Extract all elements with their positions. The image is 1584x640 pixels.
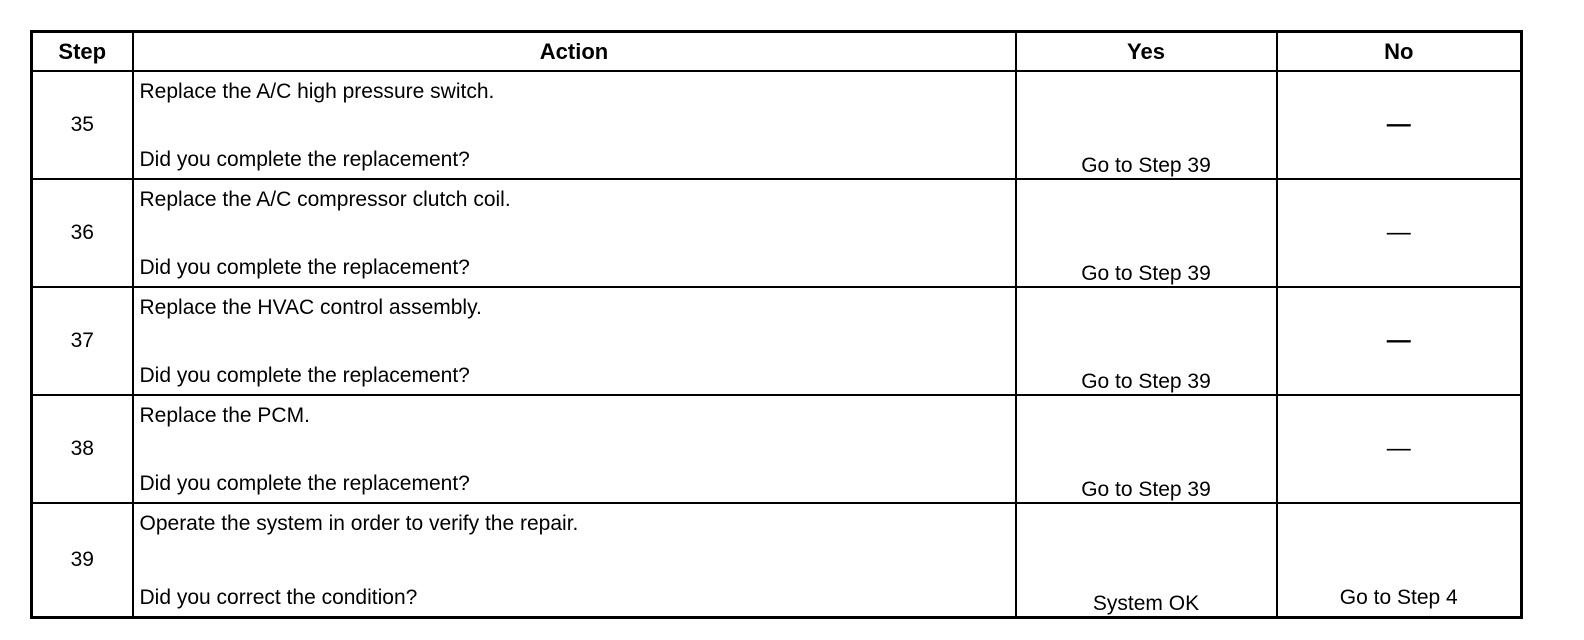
- action-text: Replace the PCM.: [139, 404, 310, 427]
- header-no: No: [1277, 32, 1522, 72]
- action-question: Did you correct the condition?: [139, 586, 418, 609]
- action-question: Did you complete the replacement?: [139, 148, 470, 171]
- action-cell: [133, 287, 1016, 395]
- step-number: 39: [32, 503, 133, 618]
- table-row: [32, 179, 1522, 287]
- action-text: Replace the HVAC control assembly.: [139, 296, 482, 319]
- action-text: Replace the A/C high pressure switch.: [139, 80, 495, 103]
- action-text: Operate the system in order to verify the repair.: [139, 512, 579, 535]
- table-row: [32, 71, 1522, 179]
- action-cell: [133, 395, 1016, 503]
- no-result-dash: —: [1386, 111, 1411, 138]
- action-text: Replace the A/C compressor clutch coil.: [139, 188, 511, 211]
- no-result-dash: —: [1386, 435, 1411, 462]
- no-result: Go to Step 4: [1277, 503, 1522, 618]
- table-row: [32, 287, 1522, 395]
- table-row: [32, 395, 1522, 503]
- step-number: 36: [32, 179, 133, 287]
- yes-result: Go to Step 39: [1016, 71, 1277, 179]
- header-yes: Yes: [1016, 32, 1277, 72]
- no-result-dash: —: [1386, 219, 1411, 246]
- no-result: [1277, 287, 1522, 395]
- action-question: Did you complete the replacement?: [139, 364, 470, 387]
- diagnostic-table: [30, 30, 1523, 619]
- step-number: 38: [32, 395, 133, 503]
- action-cell: [133, 179, 1016, 287]
- yes-result: System OK: [1016, 503, 1277, 618]
- action-cell: [133, 503, 1016, 618]
- table-row: [32, 503, 1522, 618]
- action-question: Did you complete the replacement?: [139, 472, 470, 495]
- step-number: 35: [32, 71, 133, 179]
- header-step: Step: [32, 32, 133, 72]
- table-header-row: [32, 32, 1522, 72]
- yes-result: Go to Step 39: [1016, 287, 1277, 395]
- step-number: 37: [32, 287, 133, 395]
- no-result: [1277, 179, 1522, 287]
- no-result: [1277, 71, 1522, 179]
- yes-result: Go to Step 39: [1016, 179, 1277, 287]
- yes-result: Go to Step 39: [1016, 395, 1277, 503]
- no-result: [1277, 395, 1522, 503]
- no-result-dash: —: [1386, 327, 1411, 354]
- header-action: Action: [133, 32, 1016, 72]
- action-cell: [133, 71, 1016, 179]
- action-question: Did you complete the replacement?: [139, 256, 470, 279]
